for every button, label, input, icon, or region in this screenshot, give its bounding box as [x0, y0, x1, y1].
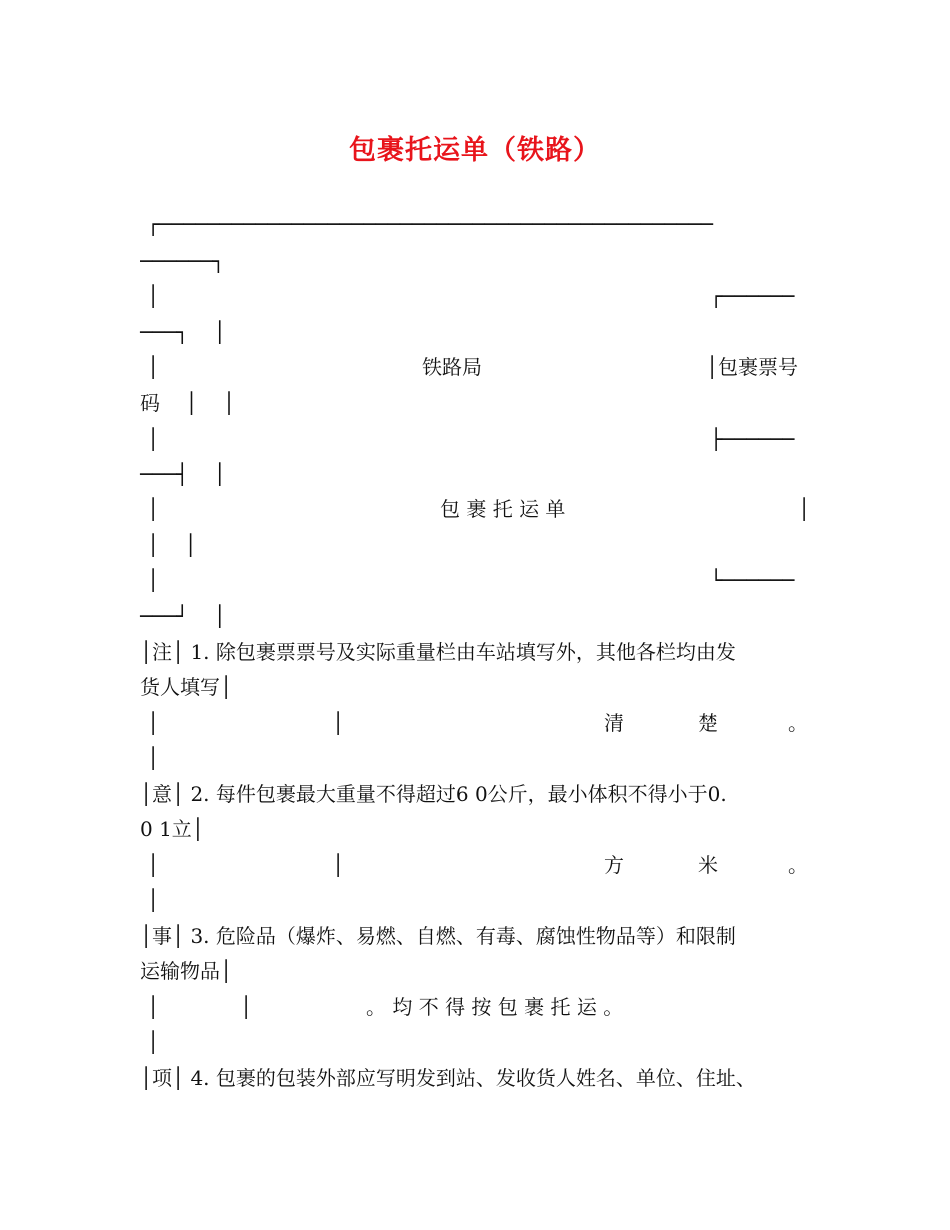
form-line: 米	[698, 853, 718, 877]
form-line: │	[798, 497, 811, 521]
form-line: ───┤ │	[140, 462, 226, 486]
form-line: ├──────	[710, 427, 795, 451]
form-line: │ │	[147, 533, 197, 557]
form-line: 楚	[698, 711, 718, 735]
form-line: 。	[788, 711, 808, 735]
form-line: 清	[604, 711, 624, 735]
form-line: │意│ 2. 每件包裹最大重量不得超过6 0公斤，最小体积不得小于0.	[140, 782, 727, 806]
form-line: │包裹票号	[706, 355, 799, 379]
form-line: │事│ 3. 危险品（爆炸、易燃、自燃、有毒、腐蚀性物品等）和限制	[140, 924, 736, 948]
form-line: │	[240, 995, 253, 1019]
form-line: 码 │ │	[140, 391, 235, 415]
form-line: ──────┐	[140, 249, 225, 273]
form-line: 。	[788, 853, 808, 877]
form-line: │	[147, 568, 160, 592]
form-line: │	[147, 995, 160, 1019]
form-line: 包 裹 托 运 单	[440, 497, 566, 521]
form-line: 铁路局	[422, 355, 482, 379]
form-line: ───┘ │	[140, 604, 226, 628]
form-line: │项│ 4. 包裹的包装外部应写明发到站、发收货人姓名、单位、住址、	[140, 1066, 756, 1090]
form-line: │	[147, 284, 160, 308]
document-title: 包裹托运单（铁路）	[349, 135, 601, 166]
form-line: 0 1立│	[140, 817, 204, 841]
form-line: │注│ 1. 除包裹票票号及实际重量栏由车站填写外，其他各栏均由发	[140, 640, 736, 664]
form-line: │	[147, 355, 160, 379]
form-line: ───┐ │	[140, 320, 226, 344]
form-line: │	[147, 497, 160, 521]
form-line: 运输物品│	[140, 959, 233, 983]
form-line: ┌──────	[710, 284, 795, 308]
form-line: │	[147, 427, 160, 451]
form-line: ┌──────────────────────────────────────────────	[147, 212, 713, 236]
form-line: │	[147, 746, 160, 770]
form-line: │	[332, 853, 345, 877]
form-line: 。 均 不 得 按 包 裹 托 运 。	[366, 995, 624, 1019]
form-line: 方	[604, 853, 624, 877]
form-line: │	[147, 711, 160, 735]
form-line: │	[147, 853, 160, 877]
form-line: │	[147, 1030, 160, 1054]
form-line: 货人填写│	[140, 675, 233, 699]
form-line: │	[147, 888, 160, 912]
form-line: └──────	[710, 568, 795, 592]
form-line: │	[332, 711, 345, 735]
